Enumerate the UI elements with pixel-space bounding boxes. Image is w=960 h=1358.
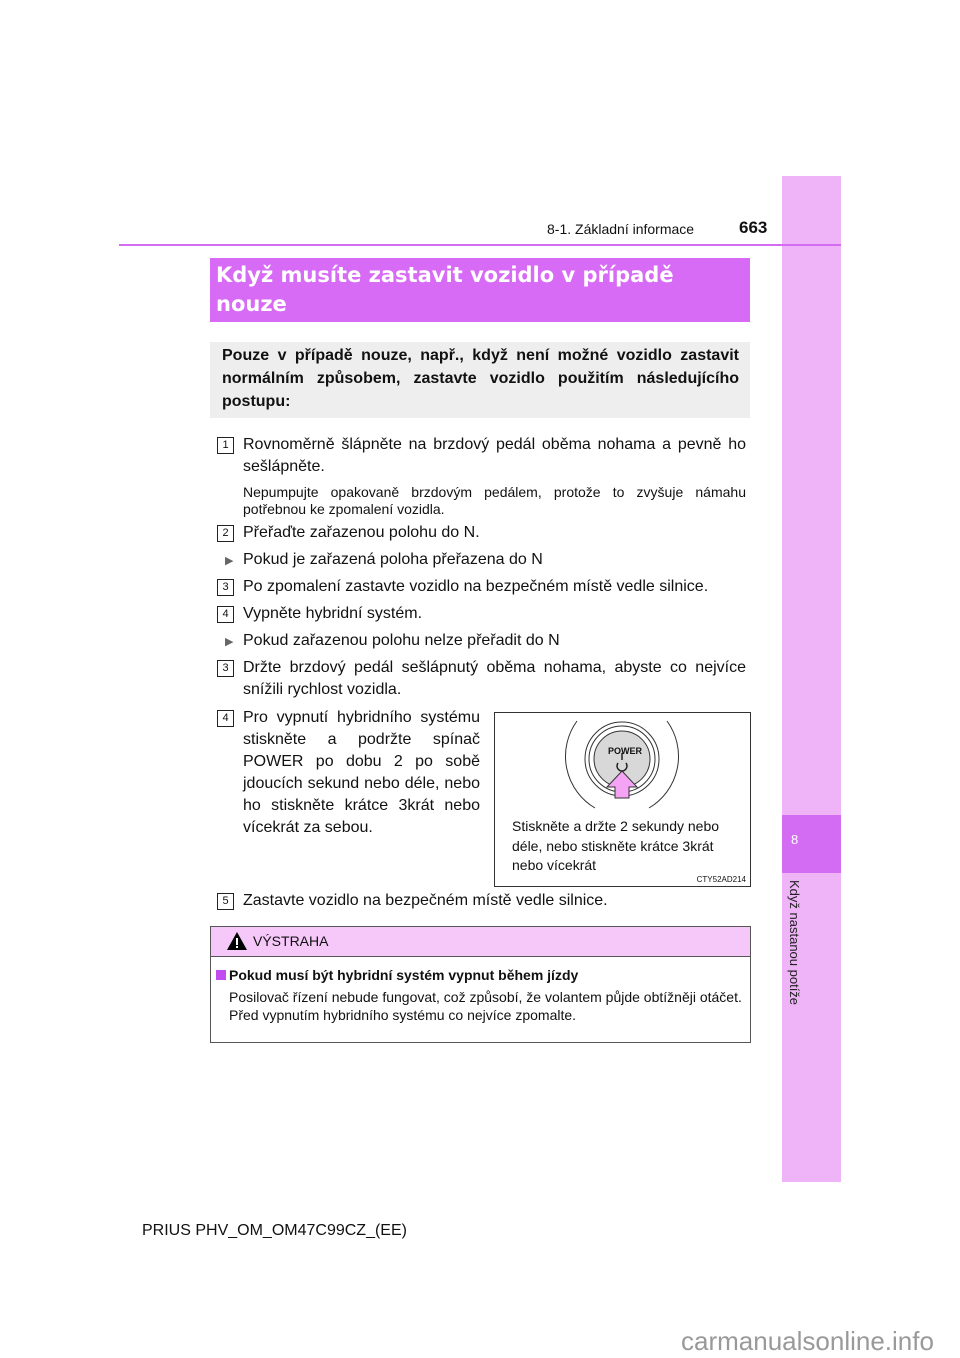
step-number: 1 <box>217 437 234 454</box>
figure-caption: Stiskněte a držte 2 sekundy nebo déle, nebo stiskněte krátce 3krát nebo vícekrát <box>512 818 720 873</box>
step-text: Pro vypnutí hybridního systému stiskněte a podržte spínač POWER po dobu 2 po sobě jdoucích sekund nebo déle, nebo ho stiskněte krátce 3krát nebo vícekrát za sebou. <box>243 709 480 836</box>
step-number: 4 <box>217 606 234 623</box>
step-text: Rovnoměrně šlápněte na brzdový pedál oběma nohama a pevně ho sešlápněte. <box>243 436 746 475</box>
section-title: 8-1. Základní informace <box>547 221 695 237</box>
step-number: 5 <box>217 893 234 910</box>
step-text: Držte brzdový pedál sešlápnutý oběma nohama, abyste co nejvíce snížili rychlost vozidla. <box>243 659 746 698</box>
chapter-tab[interactable] <box>782 815 841 873</box>
step-number: 4 <box>217 710 234 727</box>
intro-text: Pouze v případě nouze, např., když není možné vozidlo zastavit normálním způsobem, zastavte vozidlo použitím následujícího postupu: <box>222 347 739 410</box>
figure-code: CTY52AD214 <box>696 875 746 884</box>
power-label: POWER <box>608 746 643 756</box>
power-button-icon <box>495 713 750 813</box>
condition-text: Pokud je zařazená poloha přeřazena do N <box>243 551 543 568</box>
warning-heading: Pokud musí být hybridní systém vypnut během jízdy <box>229 967 579 983</box>
chapter-sidebar <box>782 176 841 1182</box>
chapter-number: 8 <box>791 832 799 847</box>
condition-text: Pokud zařazenou polohu nelze přeřadit do N <box>243 632 560 649</box>
step-text: Vypněte hybridní systém. <box>243 605 423 622</box>
step-number: 2 <box>217 525 234 542</box>
warning-label: VÝSTRAHA <box>253 933 329 949</box>
step-text: Po zpomalení zastavte vozidlo na bezpečném místě vedle silnice. <box>243 578 709 595</box>
warning-header <box>211 927 750 957</box>
step-note: Nepumpujte opakovaně brzdovým pedálem, protože to zvyšuje námahu potřebnou ke zpomalení vozidla. <box>243 484 746 517</box>
page-title-box <box>210 258 750 322</box>
watermark: carmanualsonline.info <box>681 1326 934 1356</box>
step-text: Zastavte vozidlo na bezpečném místě vedle silnice. <box>243 892 608 909</box>
triangle-bullet-icon: ▶ <box>225 636 234 648</box>
page-number: 663 <box>739 218 768 237</box>
page-title: Když musíte zastavit vozidlo v případě nouze <box>216 263 674 316</box>
header-rule <box>119 244 841 246</box>
footer-doc-id: PRIUS PHV_OM_OM47C99CZ_(EE) <box>142 1222 407 1239</box>
warning-icon <box>226 931 248 951</box>
step-number: 3 <box>217 660 234 677</box>
square-bullet-icon <box>216 970 226 980</box>
intro-box <box>210 342 750 418</box>
warning-box <box>210 926 751 1043</box>
step-text: Přeřaďte zařazenou polohu do N. <box>243 524 480 541</box>
power-button-figure <box>494 712 751 887</box>
chapter-title: Když nastanou potíže <box>787 880 802 1006</box>
warning-text: Posilovač řízení nebude fungovat, což způsobí, že volantem půjde obtížněji otáčet. Před vypnutím hybridního systému co nejvíce zpomalte. <box>229 989 742 1023</box>
step-number: 3 <box>217 579 234 596</box>
triangle-bullet-icon: ▶ <box>225 555 234 567</box>
